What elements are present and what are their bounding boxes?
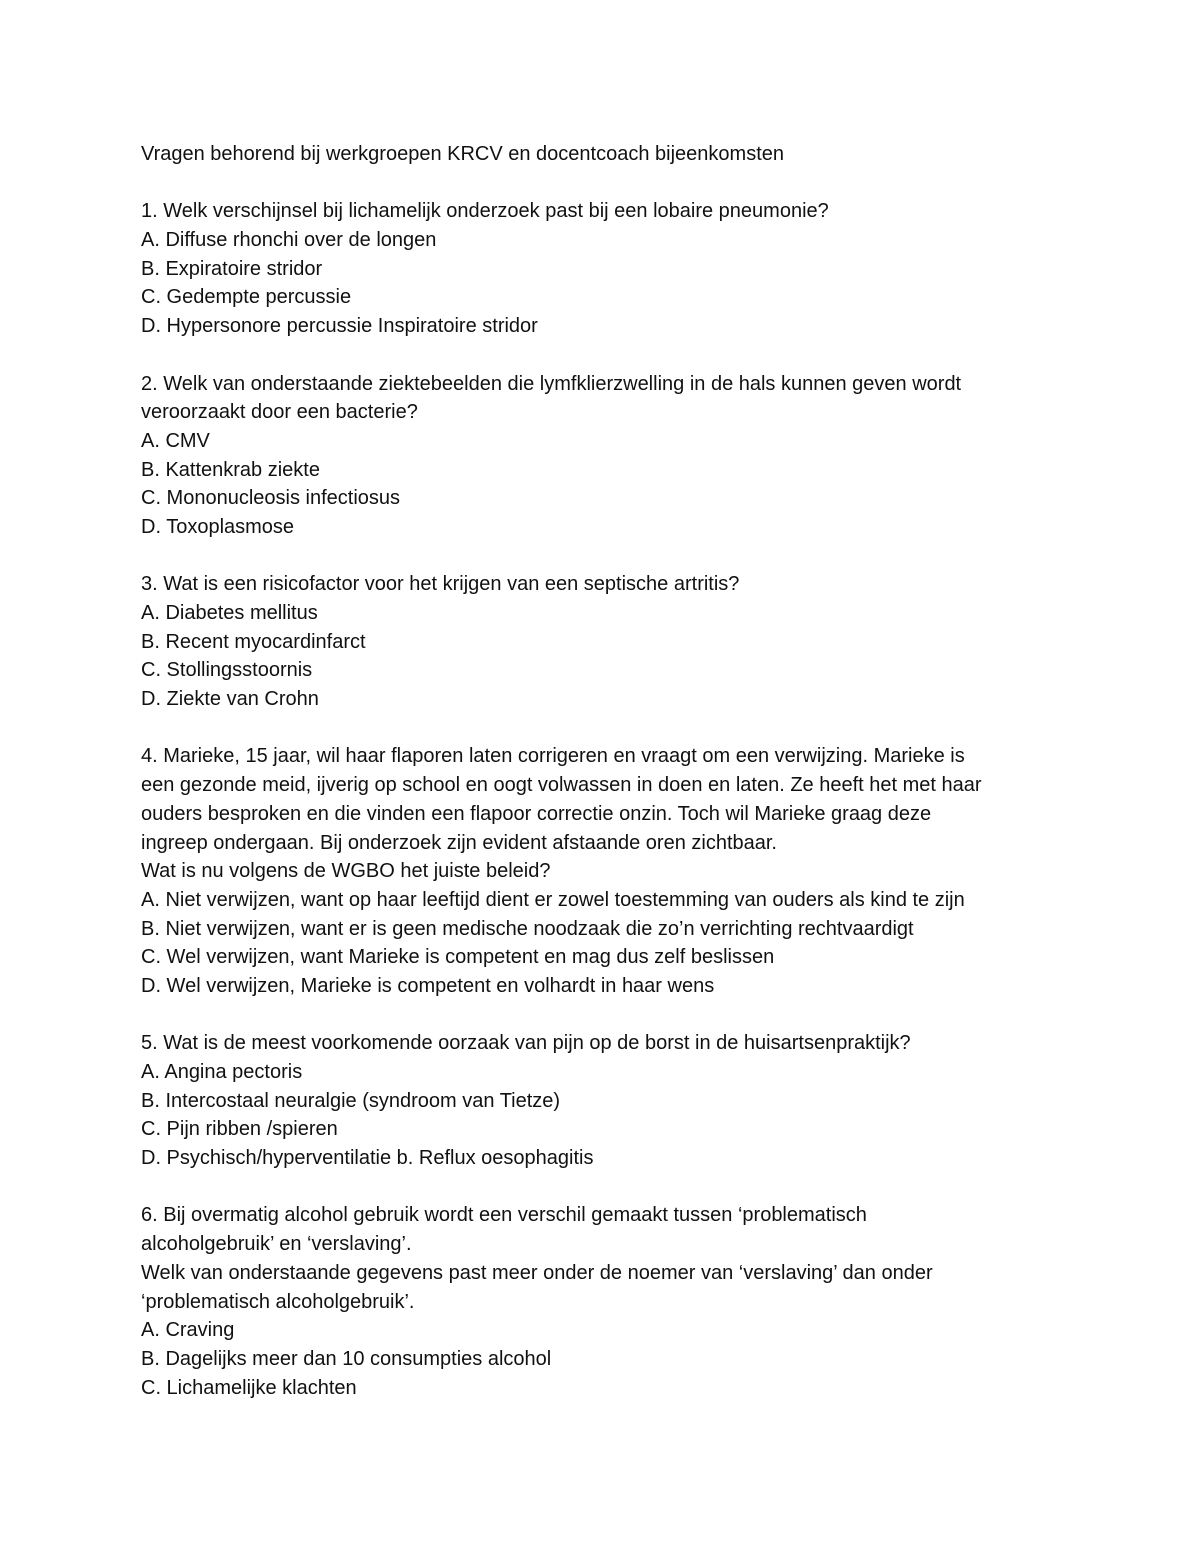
answer-option: D. Psychisch/hyperventilatie b. Reflux oesophagitis: [141, 1147, 594, 1170]
answer-option: C. Stollingsstoornis: [141, 659, 313, 682]
answer-option: C. Gedempte percussie: [141, 286, 352, 309]
answer-option: A. Diffuse rhonchi over de longen: [141, 229, 437, 252]
question-stem: ‘problematisch alcoholgebruik’.: [141, 1290, 415, 1313]
answer-option: B. Expiratoire stridor: [141, 257, 323, 280]
answer-option: A. Craving: [141, 1319, 235, 1342]
answer-option: D. Hypersonore percussie Inspiratoire stridor: [141, 315, 538, 338]
answer-option: B. Intercostaal neuralgie (syndroom van Tietze): [141, 1089, 561, 1112]
answer-option: A. Niet verwijzen, want op haar leeftijd dient er zowel toestemming van ouders als kind te zijn: [141, 888, 965, 911]
spacer: [141, 714, 1141, 743]
answer-option: A. Angina pectoris: [141, 1061, 303, 1083]
answer-option: D. Toxoplasmose: [141, 515, 295, 538]
question-stem: 5. Wat is de meest voorkomende oorzaak van pijn op de borst in de huisartsenpraktijk?: [141, 1032, 911, 1055]
spacer: [141, 169, 1141, 198]
question-1: [141, 197, 1141, 340]
question-stem: veroorzaakt door een bacterie?: [141, 401, 418, 424]
question-2: [141, 370, 1141, 542]
answer-option: C. Wel verwijzen, want Marieke is competent en mag dus zelf beslissen: [141, 946, 775, 969]
question-stem: een gezonde meid, ijverig op school en oogt volwassen in doen en laten. Ze heeft het met haar: [141, 774, 982, 797]
answer-option: A. Diabetes mellitus: [141, 602, 318, 624]
question-5: [141, 1029, 1141, 1172]
question-stem: 3. Wat is een risicofactor voor het krijgen van een septische artritis?: [141, 573, 740, 596]
answer-option: B. Niet verwijzen, want er is geen medische noodzaak die zo’n verrichting rechtvaardigt: [141, 917, 914, 940]
answer-option: C. Lichamelijke klachten: [141, 1376, 357, 1399]
answer-option: B. Recent myocardinfarct: [141, 630, 366, 653]
question-stem: Welk van onderstaande gegevens past meer onder de noemer van ‘verslaving’ dan onder: [141, 1261, 933, 1284]
document-title: Vragen behorend bij werkgroepen KRCV en docentcoach bijeenkomsten: [141, 143, 784, 165]
question-stem: Wat is nu volgens de WGBO het juiste beleid?: [141, 860, 551, 883]
answer-option: C. Pijn ribben /spieren: [141, 1118, 338, 1141]
question-stem: ouders besproken en die vinden een flapoor correctie onzin. Toch wil Marieke graag deze: [141, 802, 932, 825]
question-stem: alcoholgebruik’ en ‘verslaving’.: [141, 1233, 412, 1256]
question-stem: ingreep ondergaan. Bij onderzoek zijn evident afstaande oren zichtbaar.: [141, 831, 777, 854]
question-6: [141, 1201, 1141, 1402]
answer-option: B. Kattenkrab ziekte: [141, 458, 320, 481]
question-stem: 1. Welk verschijnsel bij lichamelijk onderzoek past bij een lobaire pneumonie?: [141, 200, 829, 223]
spacer: [141, 1001, 1141, 1030]
question-3: [141, 570, 1141, 713]
answer-option: D. Ziekte van Crohn: [141, 688, 319, 711]
answer-option: D. Wel verwijzen, Marieke is competent en volhardt in haar wens: [141, 974, 715, 997]
spacer: [141, 341, 1141, 370]
question-stem: 4. Marieke, 15 jaar, wil haar flaporen laten corrigeren en vraagt om een verwijzing. Marieke is: [141, 745, 965, 768]
question-4: [141, 742, 1141, 1000]
spacer: [141, 542, 1141, 571]
answer-option: A. CMV: [141, 429, 210, 452]
spacer: [141, 1173, 1141, 1202]
answer-option: C. Mononucleosis infectiosus: [141, 487, 401, 510]
answer-option: B. Dagelijks meer dan 10 consumpties alcohol: [141, 1347, 552, 1370]
question-stem: 6. Bij overmatig alcohol gebruik wordt een verschil gemaakt tussen ‘problematisch: [141, 1204, 867, 1227]
question-stem: 2. Welk van onderstaande ziektebeelden die lymfklierzwelling in de hals kunnen geven wordt: [141, 372, 962, 395]
document-body: [141, 140, 1141, 1402]
